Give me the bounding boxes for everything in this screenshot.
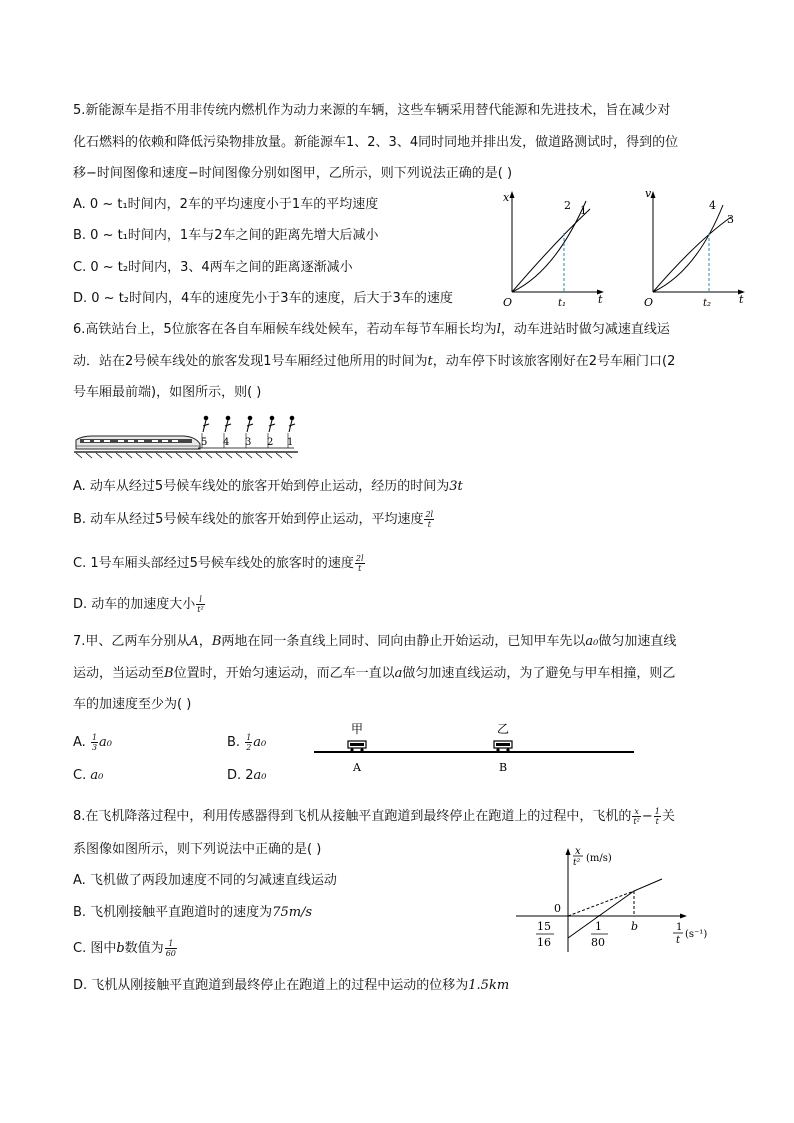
q6-option-c[interactable]: C. 1号车厢头部经过5号候车线处的旅客时的速度 $\frac{2l}{t}$ [73,554,364,573]
q6-train-platform-figure [72,412,304,464]
q5-vt-x-label: t [739,293,744,306]
q8-option-c[interactable]: C. 图中b数值为 $\frac{1}{60}$ [73,939,176,958]
q8-x-tick-num: 1 [595,920,602,933]
q8-option-a[interactable]: A. 飞机做了两段加速度不同的匀减速直线运动 [73,873,337,888]
q7-car-yi-label: 乙 [497,722,510,736]
svg-text:t: t [676,935,681,946]
q5-line-1: 5.新能源车是指不用非传统内燃机作为动力来源的车辆，这些车辆采用替代能源和先进技术，旨在减少对 [73,103,671,118]
q6-option-d[interactable]: D. 动车的加速度大小 $\frac{l}{\text{t²}}$ [73,595,204,614]
q7-option-d[interactable]: D. 2a₀ [227,768,267,783]
q5-vt-tick: t₂ [703,298,712,309]
q5-vt-origin: O [644,296,654,309]
q8-x-unit: (s⁻¹) [685,929,708,940]
q5-option-c[interactable]: C. 0 ~ t₂时间内，3、4两车之间的距离逐渐减小 [73,260,353,275]
q8-graph [512,842,724,962]
q6-platform-label-1: 1 [287,437,294,448]
q6-platform-label-2: 2 [267,437,274,448]
q6-platform-label-4: 4 [223,437,230,448]
q7-option-a[interactable]: A. $\frac{1}{3}$ a₀ [73,733,112,752]
q8-y-unit: (m/s) [586,853,612,864]
q6-line-1: 6.高铁站台上，5位旅客在各自车厢候车线处候车，若动车每节车厢长均为l，动车进站时做匀减速直线运 [73,322,670,337]
q8-x-tick-den: 80 [591,936,605,949]
q7-line-2: 运动，当运动至B位置时，开始匀速运动，而乙车一直以a做匀加速直线运动，为了避免与甲车相撞，则乙 [73,666,676,681]
q8-option-b[interactable]: B. 飞机刚接触平直跑道时的速度为75m/s [73,905,313,920]
q8-line-1: 8.在飞机降落过程中，利用传感器得到飞机从接触平直跑道到最终停止在跑道上的过程中，飞机的 $\frac{x}{\text{t²}}$ − $\frac{1}{t}$ 关 [73,807,675,826]
q6-option-a[interactable]: A. 动车从经过5号候车线处的旅客开始到停止运动，经历的时间为3t [73,479,463,494]
q5-vt-curve-3-label: 3 [727,213,734,226]
q6-platform-label-3: 3 [245,437,252,448]
q7-line-3: 车的加速度至少为( ) [73,697,192,712]
svg-text:x: x [575,846,581,857]
q7-line-1: 7.甲、乙两车分别从A，B两地在同一条直线上同时、同向由静止开始运动，已知甲车先以a₀做匀加速直线 [73,634,677,649]
q6-option-b[interactable]: B. 动车从经过5号候车线处的旅客开始到停止运动，平均速度 $\frac{2l}{t}$ [73,510,434,529]
q7-option-c[interactable]: C. a₀ [73,768,104,783]
q6-line-3: 号车厢最前端)，如图所示，则( ) [73,385,262,400]
q7-car-jia-label: 甲 [351,722,364,736]
q5-option-b[interactable]: B. 0 ~ t₁时间内，1车与2车之间的距离先增大后减小 [73,228,379,243]
q8-line-2: 系图像如图所示，则下列说法中正确的是( ) [73,842,322,857]
q8-option-d[interactable]: D. 飞机从刚接触平直跑道到最终停止在跑道上的过程中运动的位移为1.5km [73,978,510,993]
q5-xt-curve-1-label: 1 [580,204,587,217]
q5-xt-curve-2-label: 2 [564,199,571,212]
q5-vt-y-label: v [645,187,652,200]
q5-xt-graph [500,187,612,309]
q6-platform-label-5: 5 [201,437,208,448]
q8-origin: 0 [554,902,561,915]
q7-point-b: B [499,761,508,774]
q5-option-a[interactable]: A. 0 ~ t₁时间内，2车的平均速度小于1车的平均速度 [73,197,379,212]
q5-vt-graph [641,187,753,309]
q6-line-2: 动．站在2号候车线处的旅客发现1号车厢经过他所用的时间为t，动车停下时该旅客刚好在2号车厢门口(2 [73,354,676,369]
q7-track-figure [312,716,638,776]
q5-xt-origin: O [503,296,513,309]
q5-xt-x-label: t [598,293,603,306]
q5-vt-curve-4-label: 4 [709,199,716,212]
svg-text:1: 1 [676,922,683,933]
q8-y-tick-num: 15 [537,920,551,933]
q5-line-3: 移−时间图像和速度−时间图像分别如图甲，乙所示，则下列说法正确的是( ) [73,166,513,181]
svg-text:t²: t² [573,858,581,868]
q5-xt-tick: t₁ [558,298,567,309]
q5-option-d[interactable]: D. 0 ~ t₂时间内，4车的速度先小于3车的速度，后大于3车的速度 [73,291,453,306]
q5-line-2: 化石燃料的依赖和降低污染物排放量。新能源车1、2、3、4同时同地并排出发，做道路测试时，得到的位 [73,135,679,150]
q8-y-tick-den: 16 [537,936,551,949]
q5-xt-y-label: x [503,191,510,204]
q7-point-a: A [353,761,361,774]
q8-x-tick-b: b [631,920,639,933]
q7-option-b[interactable]: B. $\frac{1}{2}$ a₀ [227,733,267,752]
